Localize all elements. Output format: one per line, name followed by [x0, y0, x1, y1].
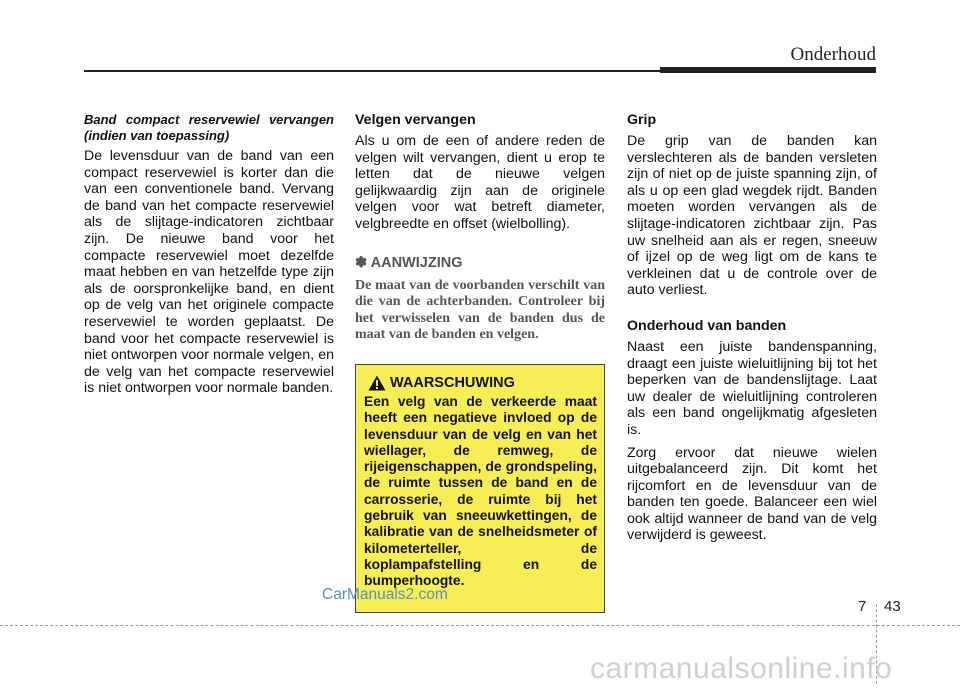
note-text: De maat van de voorbanden verschilt van die van de achterbanden. Controleer bij het verwisselen van de banden dus de maat van de banden en velgen. — [355, 277, 605, 343]
column-middle — [355, 112, 605, 344]
rims-paragraph: Als u om de een of andere reden de velgen wilt vervangen, dient u erop te letten dat de nieuwe velgen gelijkwaardig zijn aan de originele velgen voor wat betreft diameter, velgbreedte en offset (wielbolling). — [355, 133, 605, 232]
warning-triangle-icon — [368, 375, 386, 391]
page-number: 43 — [884, 598, 901, 615]
tire-maintenance-title: Onderhoud van banden — [627, 317, 787, 334]
tire-maintenance-paragraph-2: Zorg ervoor dat nieuwe wielen uitgebalanceerd zijn. Dit komt het rijcomfort en de levensduur van de banden ten goede. Balanceer een wiel ook altijd wanneer de band van de velg verwijderd is geweest. — [627, 444, 877, 544]
chapter-number: 7 — [858, 598, 867, 615]
compact-spare-subheading: Band compact reservewiel vervangen (indien van toepassing) — [84, 112, 334, 143]
grip-title: Grip — [627, 112, 657, 128]
tire-maintenance-paragraph-1: Naast een juiste bandenspanning, draagt een juiste wieluitlijning bij tot het beperken van de bandenslijtage. Laat uw dealer de wieluitlijning controleren als een band ongelijkmatig afgesleten is. — [627, 338, 877, 438]
compact-spare-paragraph: De levensduur van de band van een compact reservewiel is korter dan die van een conventionele band. Vervang de band van het compacte reservewiel als de slijtage-indicatoren zichtbaar zijn. De nieuwe band voor het compacte reservewiel moet dezelfde maat hebben en van hetzelfde type zijn als de oorspronkelijke band, en dient op de velg van het originele compacte reservewiel te worden geplaatst. De band voor het compacte reservewiel is niet ontworpen voor normale velgen, en de velg van het compacte reservewiel is niet ontworpen voor normale banden. — [84, 148, 334, 397]
grip-paragraph: De grip van de banden kan verslechteren als de banden versleten zijn of niet op de juiste spanning zijn, of als u op een glad wegdek rijdt. Banden moeten worden vervangen als de slijtage-indicatoren zichtbaar zijn. Pas uw snelheid aan als er regen, sneeuw of ijzel op de weg ligt om de kans te verkleinen dat u de controle over de auto verliest. — [627, 133, 877, 299]
warning-text: Een velg van de verkeerde maat heeft een negatieve invloed op de levensduur van de velg en van het wiellager, de remweg, de rijeigenschappen, de grondspeling, de ruimte tussen de band en de carrosserie, de ruimte bij het gebruik van sneeuwkettingen, de kalibratie van de snelheidsmeter of kilometerteller, de koplampafstelling en de bumperhoogte. — [364, 394, 597, 589]
warning-box — [355, 364, 605, 613]
warning-title: WAARSCHUWING — [390, 375, 515, 391]
column-right — [627, 112, 877, 544]
header-rule-accent — [660, 67, 876, 73]
note-heading: ✽ AANWIJZING — [355, 254, 463, 271]
rims-title: Velgen vervangen — [355, 112, 476, 128]
footer-rule — [0, 625, 960, 626]
watermark-large[interactable]: carmanualsonline.info — [590, 652, 893, 685]
page-header-title: Onderhoud — [790, 44, 876, 65]
column-left — [84, 112, 334, 397]
header-rule — [84, 70, 660, 72]
watermark-small[interactable]: CarManuals2.com — [322, 586, 448, 603]
